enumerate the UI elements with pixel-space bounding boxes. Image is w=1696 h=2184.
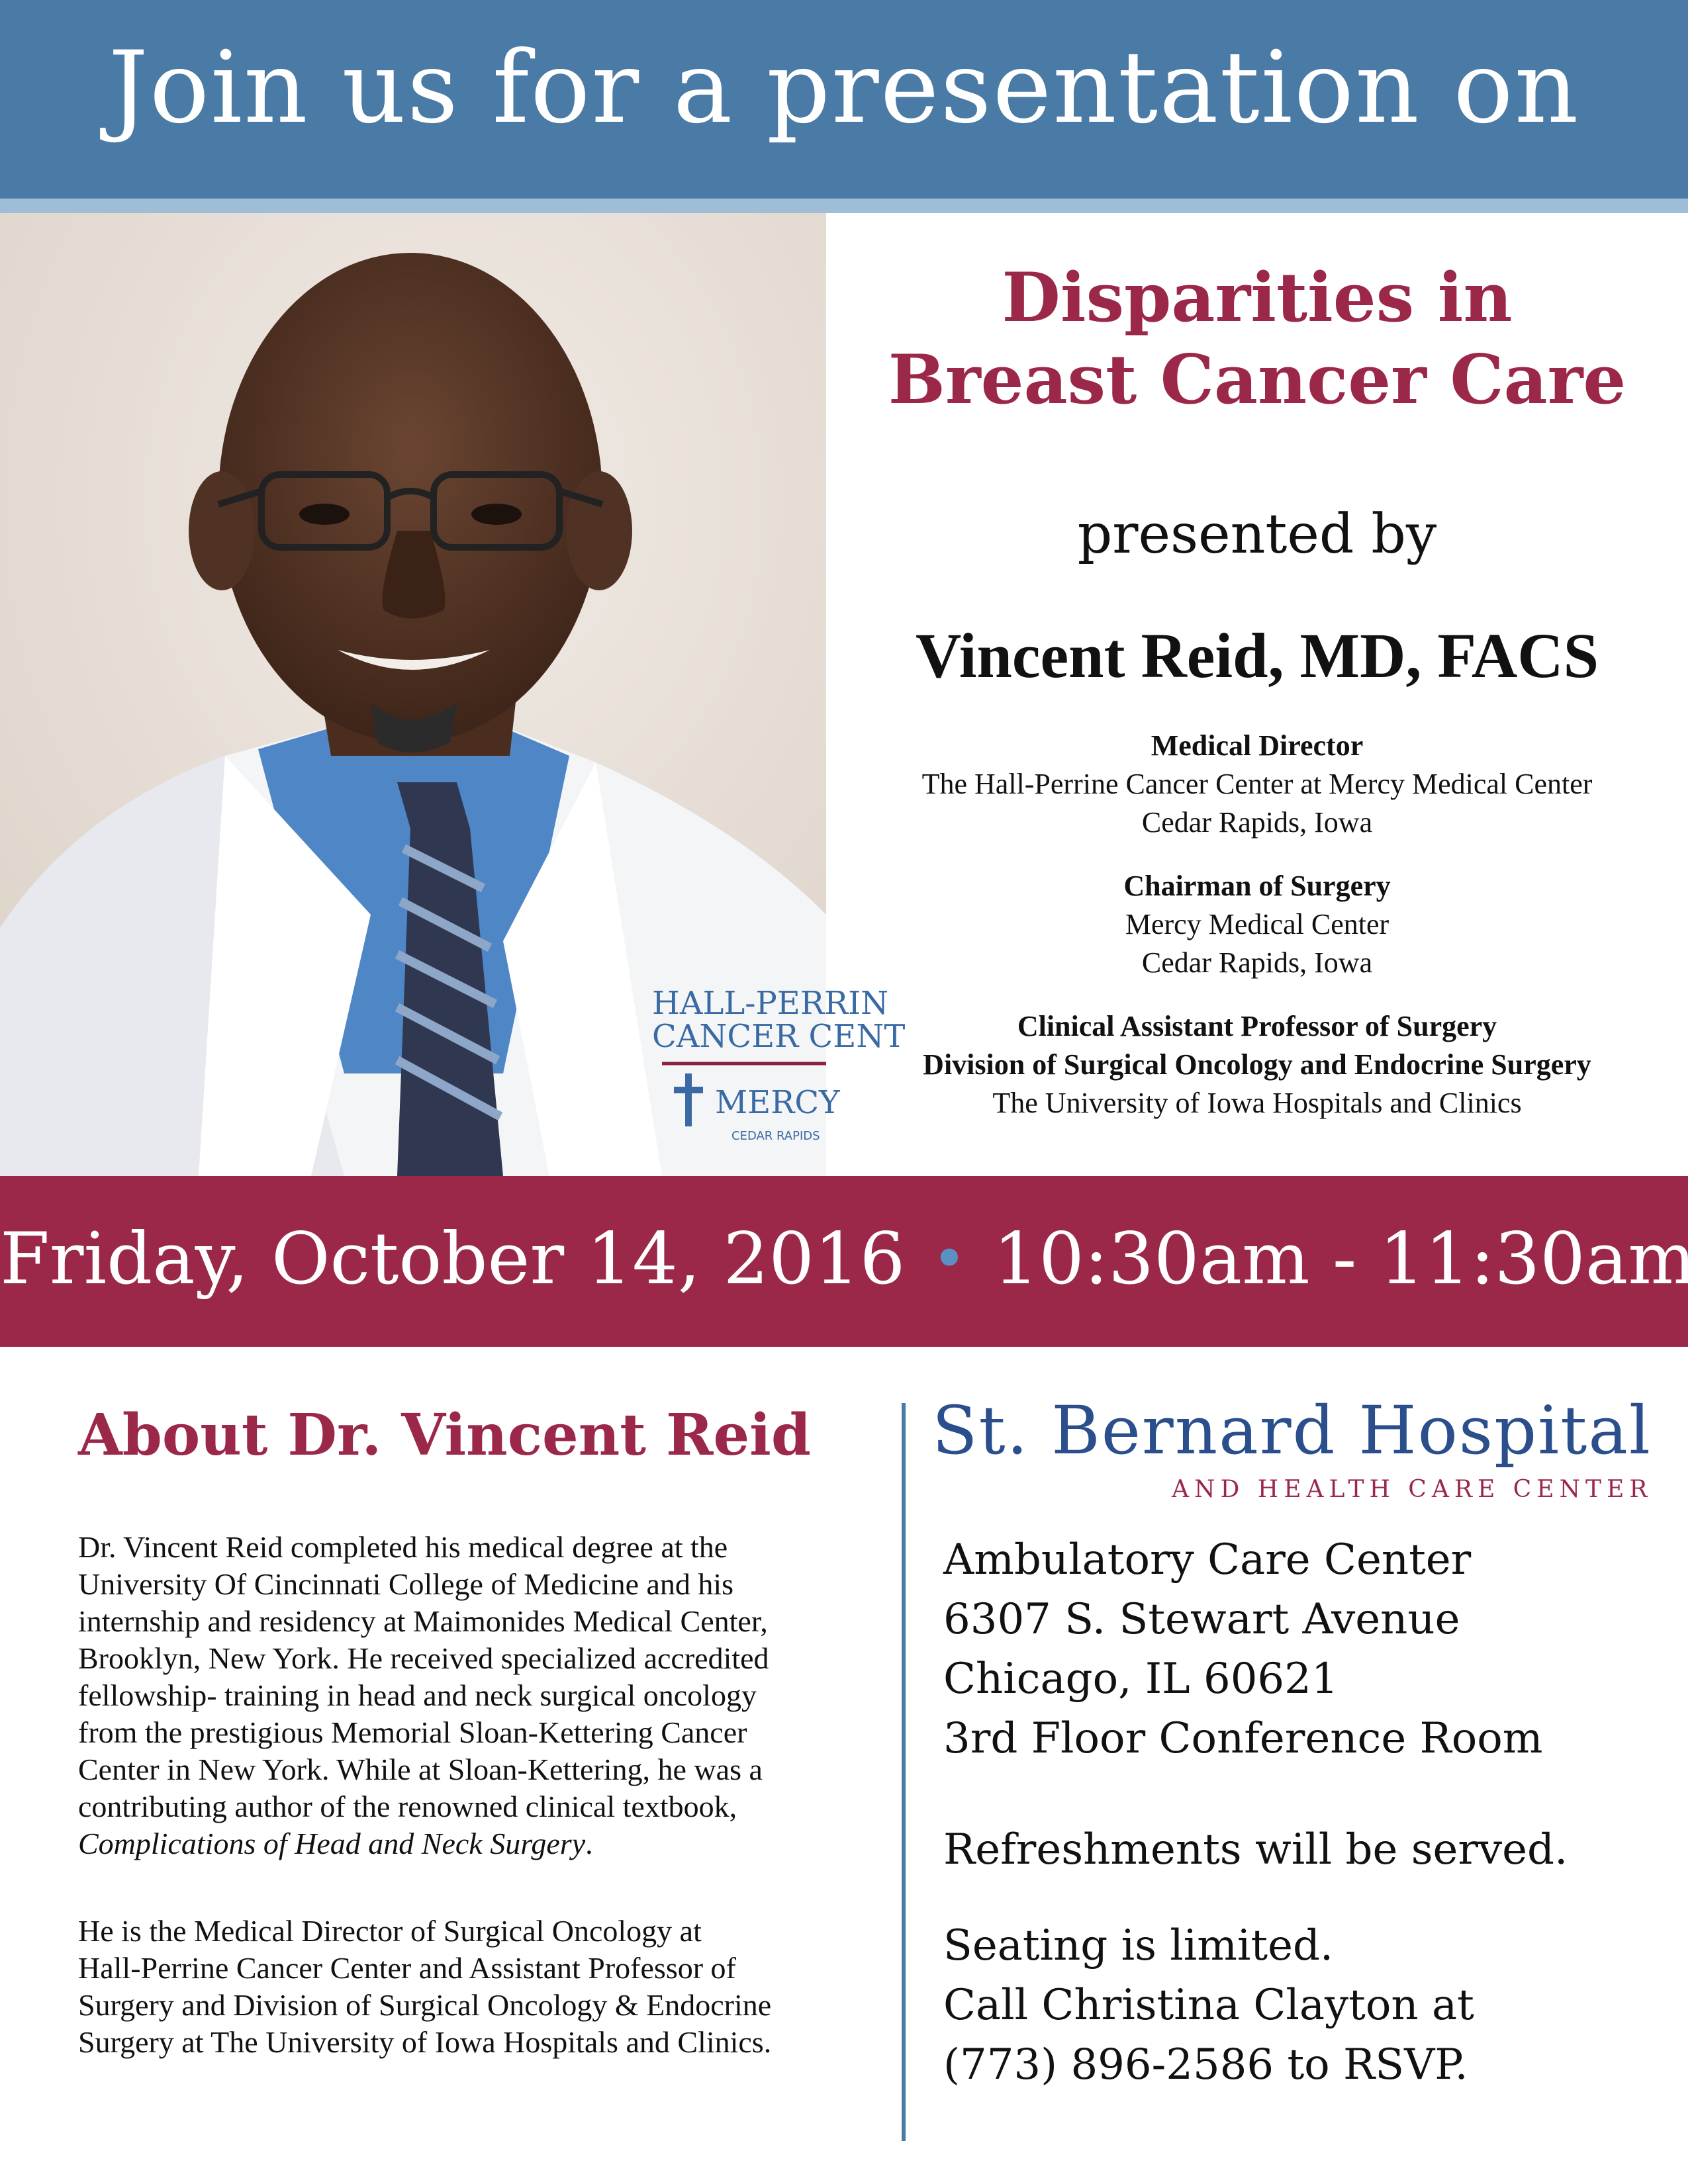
coat-logo-line1: HALL-PERRIN	[652, 985, 889, 1022]
speaker-name: Vincent Reid, MD, FACS	[916, 620, 1599, 691]
about-paragraph-1	[78, 1529, 872, 1862]
about-line: internship and residency at Maimonides Medical Center,	[78, 1604, 768, 1638]
about-line: Center in New York. While at Sloan-Kettering, he was a	[78, 1752, 763, 1786]
vertical-divider	[902, 1403, 906, 2141]
topic-title	[826, 257, 1688, 422]
role-title: Chairman of Surgery	[1123, 870, 1391, 902]
address-line: Ambulatory Care Center	[943, 1535, 1472, 1584]
about-line: Surgery at The University of Iowa Hospitals and Clinics.	[78, 2025, 772, 2059]
topic-title-line2: Breast Cancer Care	[888, 340, 1626, 420]
rsvp-line: Call Christina Clayton at	[943, 1981, 1474, 2030]
book-title-end: .	[585, 1827, 593, 1860]
role-line: Cedar Rapids, Iowa	[1141, 806, 1373, 839]
about-heading: About Dr. Vincent Reid	[78, 1402, 811, 1469]
role-title: Medical Director	[1151, 729, 1364, 762]
header-title: Join us for a presentation on	[108, 30, 1580, 146]
rsvp-info	[943, 1916, 1474, 2095]
role-line: Mercy Medical Center	[1125, 908, 1390, 940]
about-line: University Of Cincinnati College of Medicine and his	[78, 1567, 734, 1601]
presented-by-label: presented by	[1077, 503, 1437, 566]
book-title: Complications of Head and Neck Surgery	[78, 1827, 586, 1860]
about-line: from the prestigious Memorial Sloan-Kettering Cancer	[78, 1715, 747, 1749]
header-stripe	[0, 199, 1688, 213]
location-address	[943, 1530, 1542, 1768]
role-medical-director	[826, 727, 1688, 842]
coat-logo-line3: MERCY	[715, 1084, 840, 1121]
rsvp-line: Seating is limited.	[943, 1921, 1334, 1970]
speaker-photo	[0, 213, 906, 1176]
role-chairman-of-surgery	[826, 867, 1688, 982]
refreshments-note: Refreshments will be served.	[943, 1825, 1568, 1874]
about-paragraph-2	[78, 1913, 872, 2061]
role-title: Clinical Assistant Professor of Surgery	[1017, 1010, 1497, 1042]
event-date-time	[0, 1216, 1696, 1302]
about-line: Dr. Vincent Reid completed his medical degree at the	[78, 1530, 728, 1564]
role-line: The University of Iowa Hospitals and Clinics	[992, 1087, 1522, 1119]
role-title: Division of Surgical Oncology and Endocrine Surgery	[923, 1048, 1591, 1081]
coat-logo-line2: CANCER CENT	[652, 1018, 906, 1055]
about-line: Hall-Perrine Cancer Center and Assistant Professor of	[78, 1951, 736, 1985]
event-time: 10:30am - 11:30am	[993, 1218, 1696, 1300]
address-line: Chicago, IL 60621	[943, 1655, 1339, 1704]
hospital-logo-subtitle: AND HEALTH CARE CENTER	[1172, 1476, 1653, 1503]
hospital-logo-name: St. Bernard Hospital	[932, 1392, 1652, 1469]
about-line: He is the Medical Director of Surgical Oncology at	[78, 1914, 702, 1948]
role-line: Cedar Rapids, Iowa	[1141, 946, 1373, 979]
role-line: The Hall-Perrine Cancer Center at Mercy Medical Center	[921, 768, 1593, 800]
rsvp-line: (773) 896-2586 to RSVP.	[943, 2040, 1468, 2089]
role-clinical-professor	[826, 1007, 1688, 1122]
about-line: fellowship- training in head and neck surgical oncology	[78, 1678, 757, 1712]
about-line-book	[78, 1825, 872, 1862]
address-line: 3rd Floor Conference Room	[943, 1714, 1543, 1763]
event-date: Friday, October 14, 2016	[0, 1218, 906, 1300]
topic-title-line1: Disparities in	[1002, 258, 1513, 338]
about-line: contributing author of the renowned clinical textbook,	[78, 1790, 737, 1823]
bullet-separator: •	[931, 1224, 967, 1294]
about-line: Brooklyn, New York. He received specialized accredited	[78, 1641, 769, 1675]
about-line: Surgery and Division of Surgical Oncology & Endocrine	[78, 1988, 772, 2022]
address-line: 6307 S. Stewart Avenue	[943, 1595, 1460, 1644]
coat-logo-line4: CEDAR RAPIDS	[731, 1129, 820, 1143]
